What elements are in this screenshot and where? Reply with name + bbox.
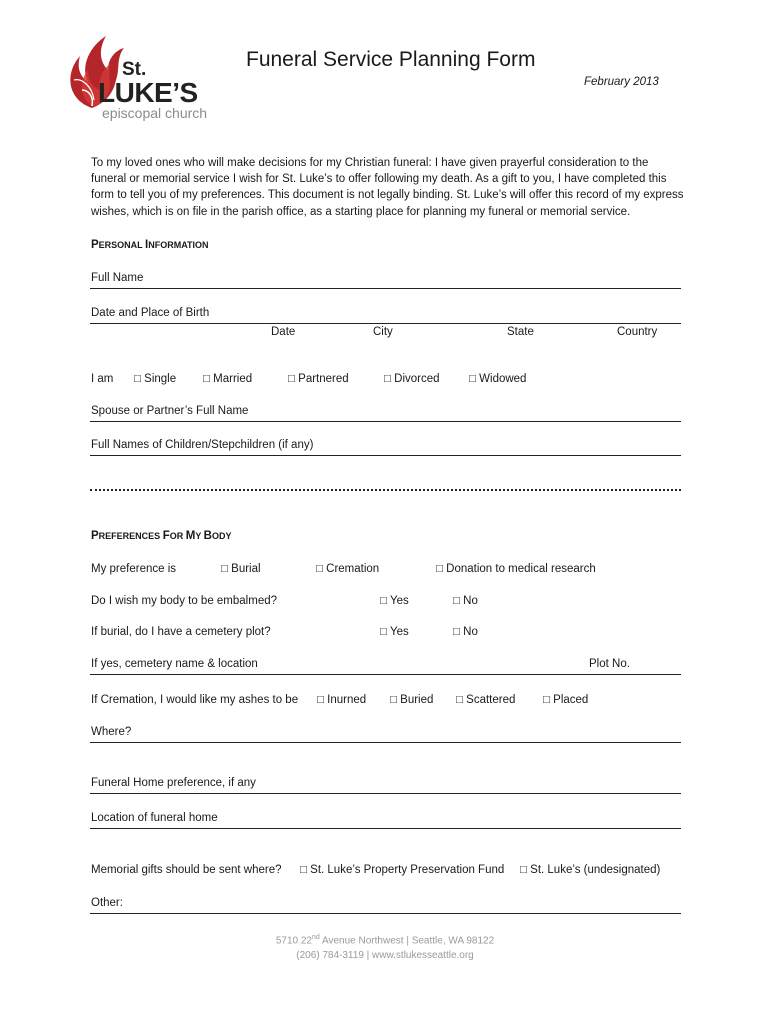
checkbox-icon: □ [134,373,141,385]
checkbox-icon: □ [384,373,391,385]
cremation-option[interactable]: □ Cremation [316,563,380,575]
memorial-label: Memorial gifts should be sent where? [91,864,282,876]
where-label: Where? [91,726,132,738]
checkbox-icon: □ [317,694,324,706]
birth-label: Date and Place of Birth [91,307,210,319]
embalmed-question: Do I wish my body to be embalmed? [91,595,278,607]
intro-paragraph: To my loved ones who will make decisions for my Christian funeral: I have given prayerful consideration to the funeral or memorial service I wish for St. Luke’s to offer following my death. As a gift to you, I have completed this form to tell you of my preferences. This document is not legally binding. St. Luke’s will offer this record of my express wishes, which is on file in the parish office, as a starting place for planning my funeral or memorial service. [91,157,684,218]
status-married-option[interactable]: □ Married [203,373,253,385]
funeral-home-pref-field[interactable] [90,793,681,794]
memorial-property-fund-option[interactable]: □ St. Luke’s Property Preservation Fund [300,864,505,876]
checkbox-icon: □ [390,694,397,706]
status-single-option[interactable]: □ Single [134,373,177,385]
footer-contact: (206) 784-3119 | www.stlukesseattle.org [296,950,474,962]
embalmed-yes-option[interactable]: □ Yes [380,595,409,607]
full-name-label: Full Name [91,272,144,284]
section-heading-body: PREFERENCES FOR MY BODY [91,530,232,542]
full-name-field[interactable] [90,288,681,289]
footer [0,930,770,963]
birth-col-date: Date [271,326,296,338]
ashes-buried-option[interactable]: □ Buried [390,694,434,706]
other-label: Other: [91,897,123,909]
plot-no-label: Plot No. [589,658,630,670]
birth-col-city: City [373,326,393,338]
ashes-placed-option[interactable]: □ Placed [543,694,589,706]
logo-lukes-text: LUKE’S [98,77,198,108]
birth-col-state: State [507,326,534,338]
footer-address: 5710 22nd Avenue Northwest | Seattle, WA 98122 [275,934,495,947]
spouse-label: Spouse or Partner’s Full Name [91,405,249,417]
status-divorced-option[interactable]: □ Divorced [384,373,440,385]
funeral-home-loc-field[interactable] [90,828,681,829]
preference-label: My preference is [91,563,177,575]
checkbox-icon: □ [469,373,476,385]
checkbox-icon: □ [203,373,210,385]
plot-no-option[interactable]: □ No [453,626,478,638]
checkbox-icon: □ [288,373,295,385]
logo-subtitle: episcopal church [102,105,208,121]
checkbox-icon: □ [456,694,463,706]
ashes-inurned-option[interactable]: □ Inurned [317,694,367,706]
checkbox-icon: □ [520,864,527,876]
checkbox-icon: □ [453,595,460,607]
embalmed-no-option[interactable]: □ No [453,595,478,607]
checkbox-icon: □ [300,864,307,876]
children-field-2[interactable] [90,489,681,491]
checkbox-icon: □ [221,563,228,575]
form-title: Funeral Service Planning Form [246,48,536,71]
donation-option[interactable]: □ Donation to medical research [436,563,596,575]
plot-yes-option[interactable]: □ Yes [380,626,409,638]
checkbox-icon: □ [543,694,550,706]
where-field[interactable] [90,742,681,743]
memorial-undesignated-option[interactable]: □ St. Luke’s (undesignated) [520,864,661,876]
checkbox-icon: □ [380,626,387,638]
checkbox-icon: □ [436,563,443,575]
funeral-home-loc-label: Location of funeral home [91,812,218,824]
birth-col-country: Country [617,326,658,338]
checkbox-icon: □ [380,595,387,607]
section-heading-personal: PERSONAL INFORMATION [91,239,209,251]
checkbox-icon: □ [316,563,323,575]
ashes-label: If Cremation, I would like my ashes to be [91,694,299,706]
birth-field[interactable] [90,323,681,324]
checkbox-icon: □ [453,626,460,638]
children-field-1[interactable] [90,455,681,456]
burial-option[interactable]: □ Burial [221,563,261,575]
ashes-scattered-option[interactable]: □ Scattered [456,694,516,706]
other-field[interactable] [90,913,681,914]
children-label: Full Names of Children/Stepchildren (if any) [91,439,314,451]
cemetery-label: If yes, cemetery name & location [91,658,258,670]
logo-st-text: St. [122,59,147,80]
form-date: February 2013 [584,76,659,88]
funeral-home-pref-label: Funeral Home preference, if any [91,777,256,789]
plot-question: If burial, do I have a cemetery plot? [91,626,271,638]
status-widowed-option[interactable]: □ Widowed [469,373,527,385]
status-partnered-option[interactable]: □ Partnered [288,373,349,385]
i-am-label: I am [91,373,114,385]
cemetery-field[interactable] [90,674,681,675]
spouse-field[interactable] [90,421,681,422]
